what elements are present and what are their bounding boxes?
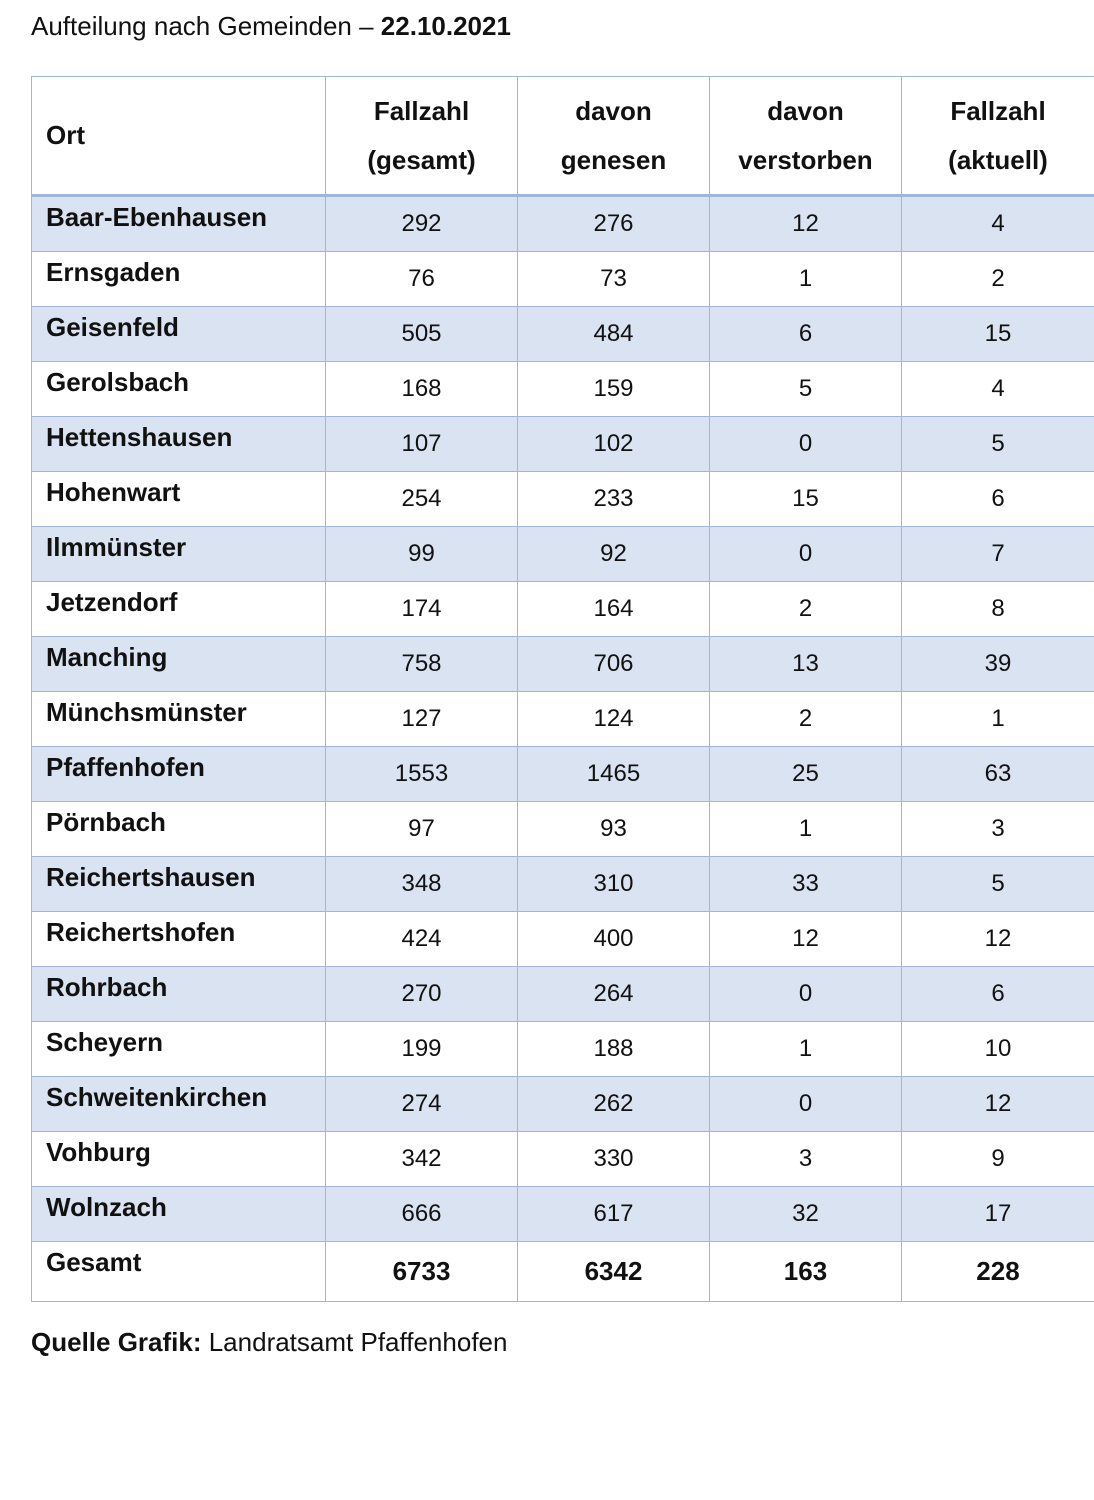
cell-verstorben: 2 (710, 582, 902, 637)
cell-gesamt: 274 (326, 1077, 518, 1132)
cell-gesamt: 174 (326, 582, 518, 637)
header-verstorben: davon verstorben (710, 77, 902, 196)
cell-gesamt: 99 (326, 527, 518, 582)
table-row (32, 582, 1094, 637)
page-heading (31, 8, 511, 44)
cell-verstorben: 12 (710, 196, 902, 252)
heading-date: 22.10.2021 (380, 11, 511, 41)
table-row (32, 857, 1094, 912)
table-row (32, 527, 1094, 582)
cell-gesamt: 127 (326, 692, 518, 747)
cases-table (31, 76, 1094, 1302)
header-row (32, 77, 1094, 196)
cell-gesamt: 107 (326, 417, 518, 472)
table-row (32, 1132, 1094, 1187)
table-row (32, 1077, 1094, 1132)
cell-verstorben: 5 (710, 362, 902, 417)
cell-verstorben: 2 (710, 692, 902, 747)
table-row (32, 692, 1094, 747)
cell-ort: Rohrbach (32, 967, 326, 1022)
cell-genesen: 233 (518, 472, 710, 527)
cell-ort: Pörnbach (32, 802, 326, 857)
cell-verstorben: 3 (710, 1132, 902, 1187)
cell-verstorben: 1 (710, 252, 902, 307)
cell-ort: Vohburg (32, 1132, 326, 1187)
table-row (32, 1187, 1094, 1242)
cell-verstorben: 6 (710, 307, 902, 362)
header-fallzahl-aktuell: Fallzahl (aktuell) (902, 77, 1094, 196)
cell-ort: Hohenwart (32, 472, 326, 527)
cell-verstorben: 13 (710, 637, 902, 692)
total-genesen: 6342 (518, 1242, 710, 1302)
header-genesen: davon genesen (518, 77, 710, 196)
cell-gesamt: 758 (326, 637, 518, 692)
cell-verstorben: 12 (710, 912, 902, 967)
cell-ort: Scheyern (32, 1022, 326, 1077)
cell-aktuell: 10 (902, 1022, 1094, 1077)
cell-genesen: 102 (518, 417, 710, 472)
table-row (32, 472, 1094, 527)
cell-verstorben: 1 (710, 1022, 902, 1077)
total-row (32, 1242, 1094, 1302)
cell-ort: Reichertshofen (32, 912, 326, 967)
table-row (32, 747, 1094, 802)
cell-gesamt: 505 (326, 307, 518, 362)
cell-genesen: 310 (518, 857, 710, 912)
cell-aktuell: 9 (902, 1132, 1094, 1187)
table-row (32, 637, 1094, 692)
cell-ort: Jetzendorf (32, 582, 326, 637)
cell-gesamt: 254 (326, 472, 518, 527)
table-row (32, 417, 1094, 472)
table-row (32, 362, 1094, 417)
cell-ort: Schweitenkirchen (32, 1077, 326, 1132)
cell-gesamt: 97 (326, 802, 518, 857)
cell-genesen: 159 (518, 362, 710, 417)
cell-genesen: 484 (518, 307, 710, 362)
total-aktuell: 228 (902, 1242, 1094, 1302)
cell-aktuell: 17 (902, 1187, 1094, 1242)
table-header (32, 77, 1094, 196)
cell-ort: Ilmmünster (32, 527, 326, 582)
cell-aktuell: 5 (902, 417, 1094, 472)
cell-ort: Ernsgaden (32, 252, 326, 307)
cell-genesen: 400 (518, 912, 710, 967)
cell-genesen: 330 (518, 1132, 710, 1187)
cell-verstorben: 0 (710, 527, 902, 582)
source-label: Quelle Grafik: (31, 1327, 202, 1357)
cell-ort: Gerolsbach (32, 362, 326, 417)
cell-aktuell: 12 (902, 912, 1094, 967)
header-ort: Ort (32, 77, 326, 196)
cell-genesen: 1465 (518, 747, 710, 802)
cell-gesamt: 76 (326, 252, 518, 307)
table-row (32, 967, 1094, 1022)
cell-gesamt: 342 (326, 1132, 518, 1187)
cell-verstorben: 33 (710, 857, 902, 912)
cell-gesamt: 424 (326, 912, 518, 967)
cell-gesamt: 666 (326, 1187, 518, 1242)
cell-aktuell: 1 (902, 692, 1094, 747)
cell-gesamt: 270 (326, 967, 518, 1022)
cell-genesen: 264 (518, 967, 710, 1022)
cell-aktuell: 3 (902, 802, 1094, 857)
source-note (31, 1324, 507, 1360)
total-verstorben: 163 (710, 1242, 902, 1302)
cell-verstorben: 0 (710, 1077, 902, 1132)
cell-aktuell: 6 (902, 472, 1094, 527)
heading-prefix: Aufteilung nach Gemeinden – (31, 11, 381, 41)
cell-ort: Wolnzach (32, 1187, 326, 1242)
cell-aktuell: 15 (902, 307, 1094, 362)
cell-aktuell: 2 (902, 252, 1094, 307)
table-row (32, 252, 1094, 307)
cell-aktuell: 8 (902, 582, 1094, 637)
cell-ort: Manching (32, 637, 326, 692)
source-text: Landratsamt Pfaffenhofen (201, 1327, 508, 1357)
total-label: Gesamt (32, 1242, 326, 1302)
cell-aktuell: 63 (902, 747, 1094, 802)
header-fallzahl-gesamt: Fallzahl (gesamt) (326, 77, 518, 196)
cell-aktuell: 4 (902, 362, 1094, 417)
table-row (32, 1022, 1094, 1077)
table-row (32, 912, 1094, 967)
cell-gesamt: 348 (326, 857, 518, 912)
cell-verstorben: 0 (710, 417, 902, 472)
cell-genesen: 188 (518, 1022, 710, 1077)
cell-genesen: 617 (518, 1187, 710, 1242)
cell-aktuell: 6 (902, 967, 1094, 1022)
cell-verstorben: 0 (710, 967, 902, 1022)
cell-genesen: 262 (518, 1077, 710, 1132)
cell-genesen: 164 (518, 582, 710, 637)
cell-gesamt: 292 (326, 196, 518, 252)
cell-ort: Pfaffenhofen (32, 747, 326, 802)
cell-verstorben: 15 (710, 472, 902, 527)
cell-ort: Hettenshausen (32, 417, 326, 472)
cell-ort: Münchsmünster (32, 692, 326, 747)
cell-genesen: 73 (518, 252, 710, 307)
cell-genesen: 92 (518, 527, 710, 582)
cell-aktuell: 7 (902, 527, 1094, 582)
cell-aktuell: 12 (902, 1077, 1094, 1132)
cell-aktuell: 4 (902, 196, 1094, 252)
table-row (32, 307, 1094, 362)
cell-genesen: 93 (518, 802, 710, 857)
cell-ort: Baar-Ebenhausen (32, 196, 326, 252)
table-row (32, 802, 1094, 857)
cell-ort: Reichertshausen (32, 857, 326, 912)
cell-aktuell: 39 (902, 637, 1094, 692)
cell-gesamt: 168 (326, 362, 518, 417)
table-row (32, 196, 1094, 252)
cell-genesen: 124 (518, 692, 710, 747)
cell-aktuell: 5 (902, 857, 1094, 912)
cell-verstorben: 1 (710, 802, 902, 857)
table-body (32, 196, 1094, 1302)
cell-gesamt: 199 (326, 1022, 518, 1077)
cell-genesen: 276 (518, 196, 710, 252)
total-gesamt: 6733 (326, 1242, 518, 1302)
cell-verstorben: 32 (710, 1187, 902, 1242)
cell-ort: Geisenfeld (32, 307, 326, 362)
cell-genesen: 706 (518, 637, 710, 692)
cell-gesamt: 1553 (326, 747, 518, 802)
cell-verstorben: 25 (710, 747, 902, 802)
